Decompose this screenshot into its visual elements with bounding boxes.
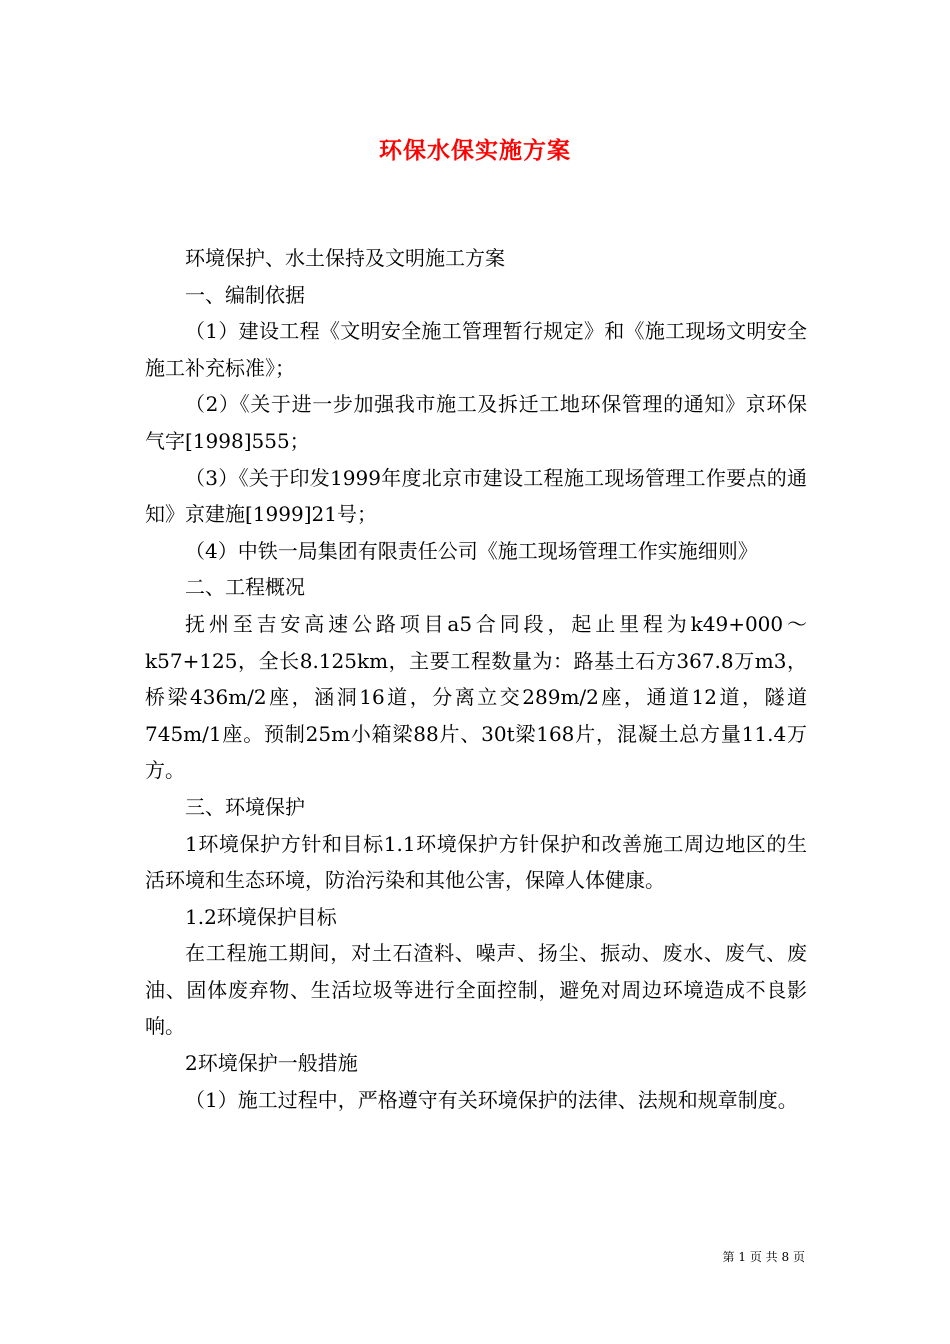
paragraph: 一、编制依据: [185, 282, 305, 307]
paragraph: （1）施工过程中，严格遵守有关环境保护的法律、法规和规章制度。: [185, 1087, 798, 1112]
page-number-footer: [723, 1248, 805, 1265]
paragraph: （4）中铁一局集团有限责任公司《施工现场管理工作实施细则》: [185, 538, 758, 563]
document-title: 环保水保实施方案: [379, 137, 571, 164]
paragraph: 1.2环境保护目标: [185, 904, 337, 929]
paragraph: 1环境保护方针和目标1.1环境保护方针保护和改善施工周边地区的生活环境和生态环境，防治污染和其他公害，保障人体健康。: [145, 831, 807, 893]
paragraph: 二、工程概况: [185, 575, 305, 600]
paragraph: 在工程施工期间，对土石渣料、噪声、扬尘、振动、废水、废气、废油、固体废弃物、生活垃圾等进行全面控制，避免对周边环境造成不良影响。: [145, 941, 807, 1039]
paragraph: 三、环境保护: [185, 794, 305, 819]
document-body: [145, 240, 807, 1118]
paragraph: 抚州至吉安高速公路项目a5合同段，起止里程为k49+000～k57+125，全长8.125km，主要工程数量为：路基土石方367.8万m3，桥梁436m/2座，涵洞16道，分离立交289m/2座，通道12道，隧道745m/1座。预制25m小箱梁88片、30t梁168片，混凝土总方量11.4万方。: [145, 611, 807, 783]
footer-middle: 页 共: [749, 1250, 778, 1264]
paragraph: 2环境保护一般措施: [185, 1051, 358, 1076]
paragraph: （1）建设工程《文明安全施工管理暂行规定》和《施工现场文明安全施工补充标准》；: [145, 319, 807, 380]
footer-suffix: 页: [792, 1250, 805, 1264]
paragraph: 环境保护、水土保持及文明施工方案: [185, 246, 505, 270]
paragraph: （3）《关于印发1999年度北京市建设工程施工现场管理工作要点的通知》京建施[1999]21号；: [145, 465, 807, 527]
current-page-number: 1: [738, 1250, 747, 1264]
footer-prefix: 第: [722, 1250, 735, 1264]
total-pages-number: 8: [781, 1250, 790, 1264]
paragraph: （2）《关于进一步加强我市施工及拆迁工地环保管理的通知》京环保气字[1998]555；: [145, 392, 807, 453]
